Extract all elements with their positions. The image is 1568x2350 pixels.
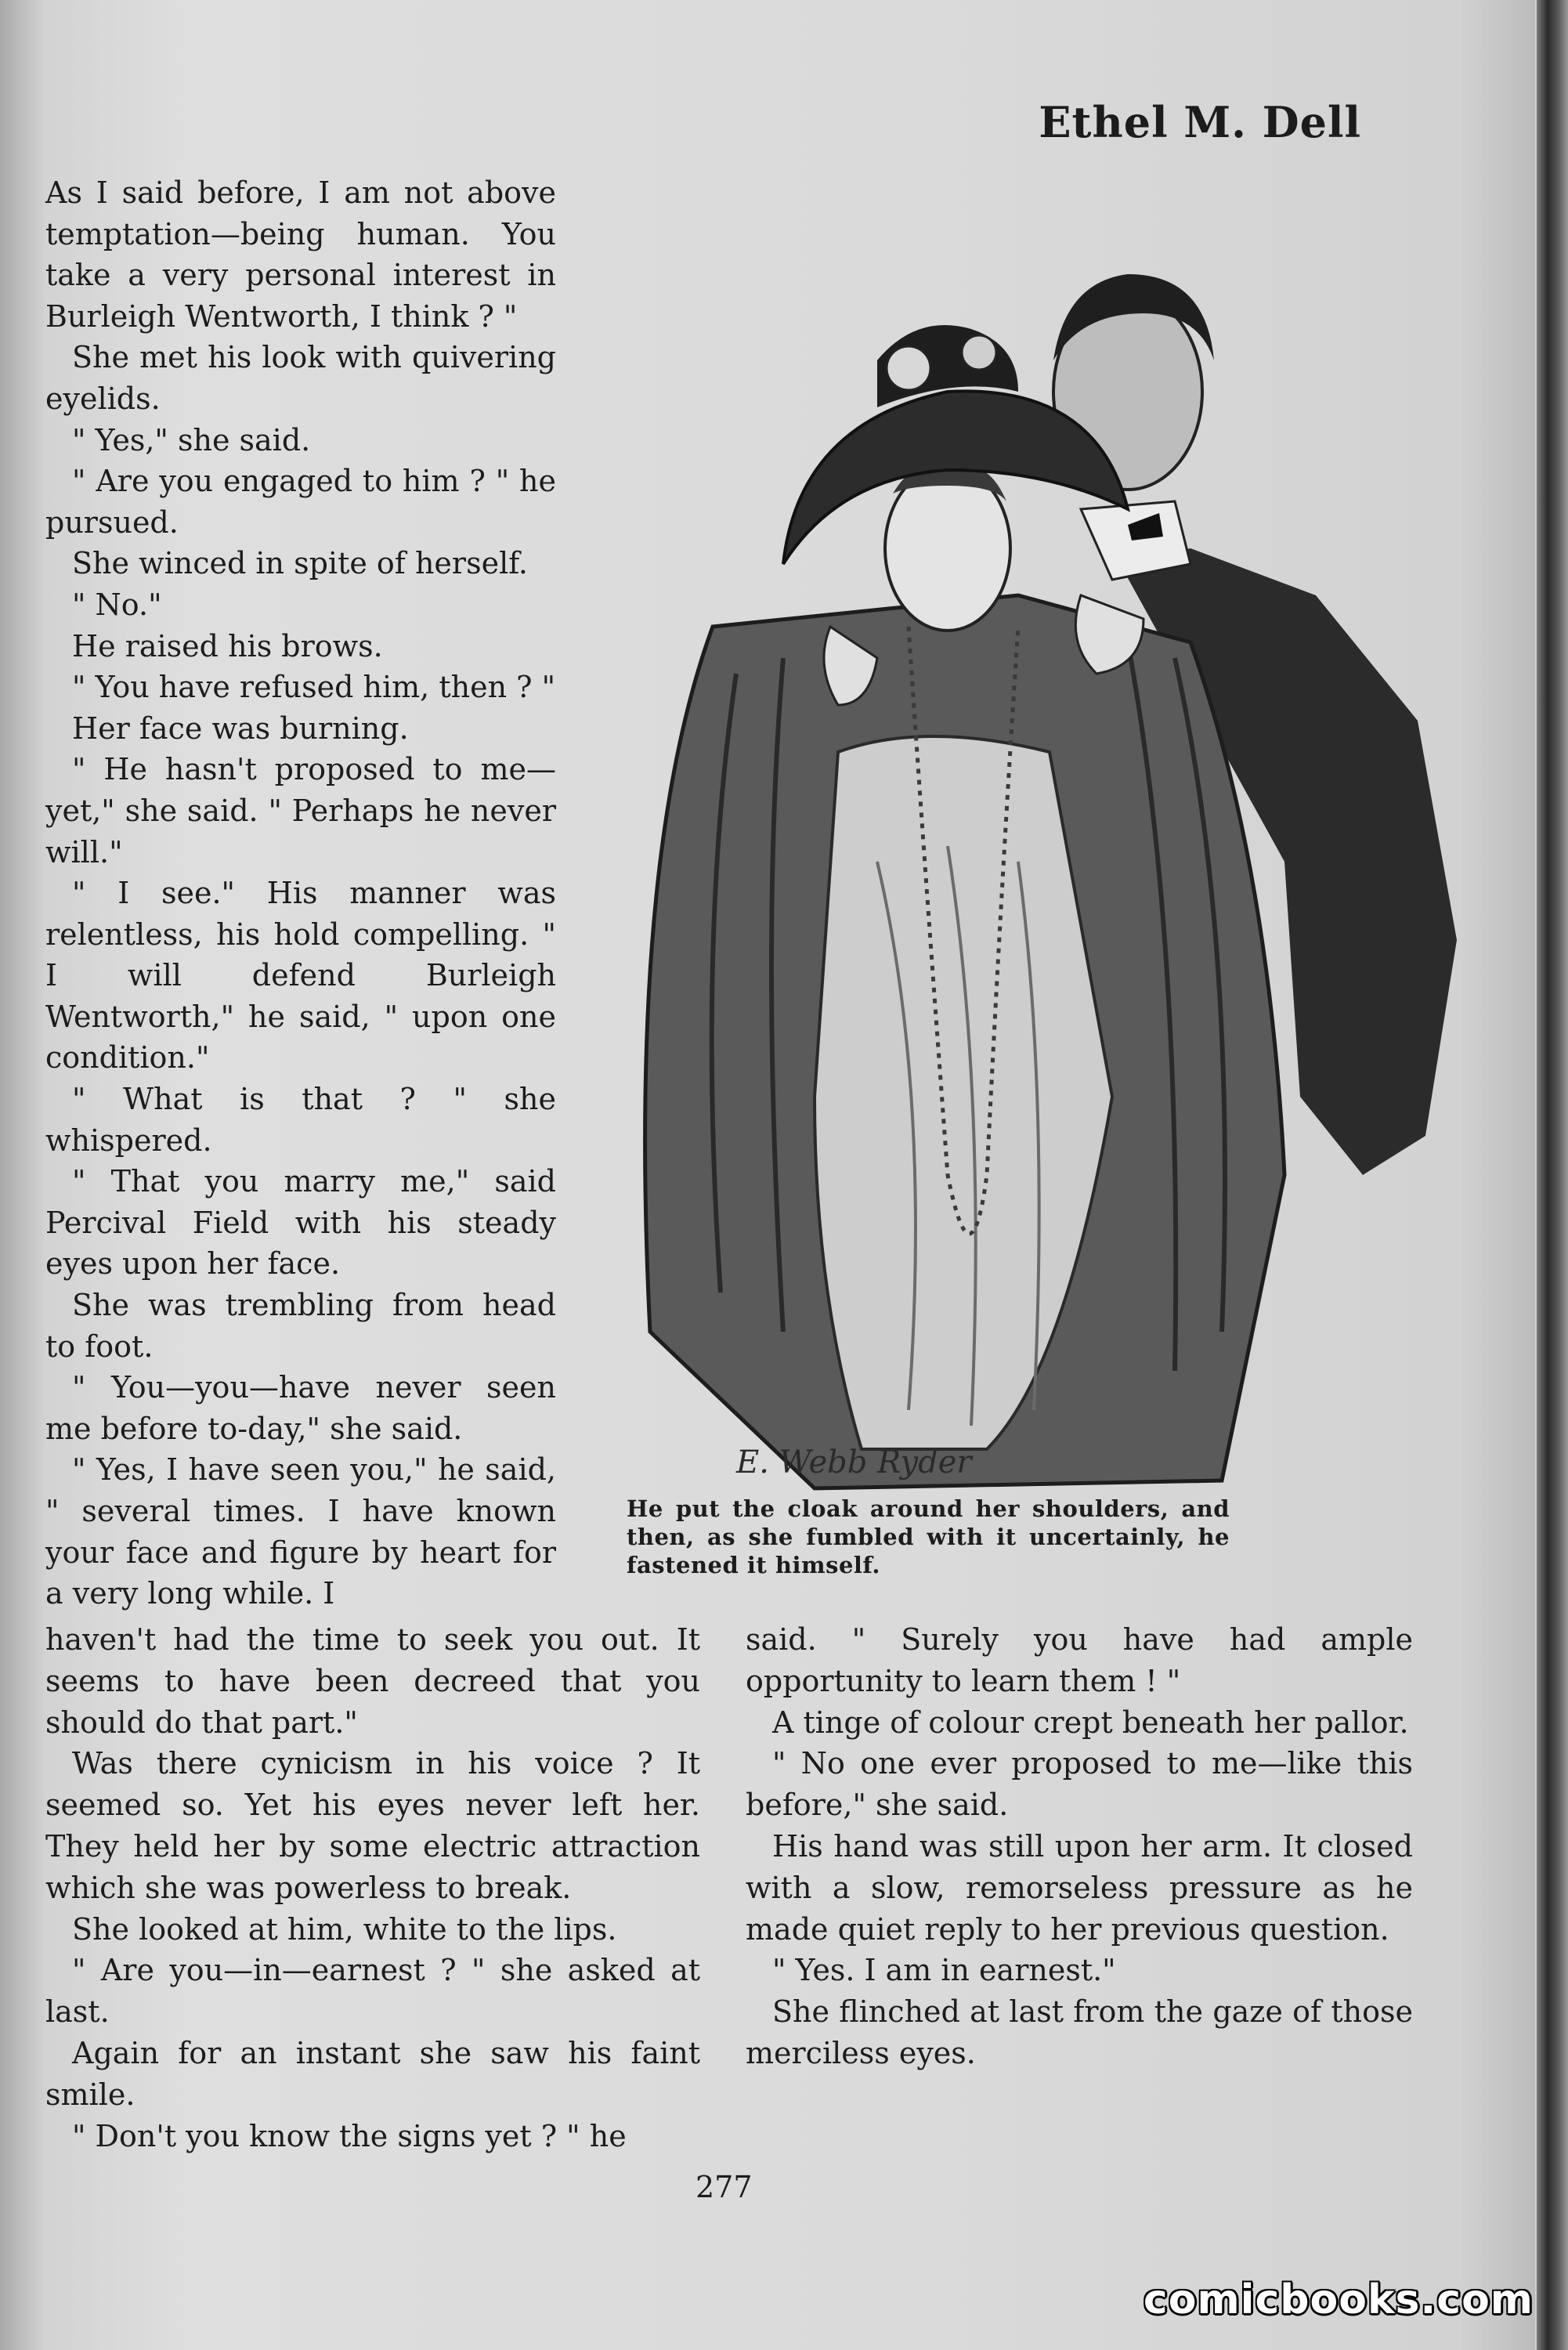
paragraph: Was there cynicism in his voice ? It seemed so. Yet his eyes never left her. They held her by some electric attraction which she was powerless to break.	[45, 1746, 700, 1905]
left-column-top	[45, 172, 556, 1614]
paragraph: " Yes," she said.	[72, 422, 311, 457]
paragraph: " What is that ? " she whispered.	[45, 1082, 556, 1158]
paragraph: " Yes, I have seen you," he said, " several times. I have known your face and figure by heart for a very long while. I	[45, 1452, 556, 1611]
paragraph: She met his look with quivering eyelids.	[45, 340, 556, 416]
left-column-bottom	[45, 1619, 700, 2157]
paragraph: " Are you—in—earnest ? " she asked at last.	[45, 1953, 700, 2030]
paragraph: " Yes. I am in earnest."	[772, 1953, 1116, 1988]
paragraph: said. " Surely you have had ample opportunity to learn them ! "	[746, 1622, 1413, 1698]
hat-flower-shape	[962, 335, 996, 370]
artist-signature: E. Webb Ryder	[736, 1444, 972, 1480]
paragraph: She flinched at last from the gaze of those merciless eyes.	[746, 1994, 1413, 2070]
paragraph: " That you marry me," said Percival Field with his steady eyes upon her face.	[45, 1164, 556, 1282]
paragraph: " Are you engaged to him ? " he pursued.	[45, 464, 556, 540]
paragraph: She looked at him, white to the lips.	[72, 1911, 617, 1947]
shirt-collar-shape	[1081, 501, 1190, 580]
paragraph: His hand was still upon her arm. It closed with a slow, remorseless pressure as he made quiet reply to her previous question.	[746, 1828, 1413, 1947]
paragraph: A tinge of colour crept beneath her pallor.	[772, 1705, 1409, 1740]
right-column	[746, 1619, 1413, 2074]
illustration-couple-cloak	[580, 157, 1457, 1504]
paragraph: She was trembling from head to foot.	[45, 1288, 556, 1364]
paragraph: " No."	[72, 587, 162, 622]
paragraph: " I see." His manner was relentless, his hold compelling. " I will defend Burleigh Wentworth," he said, " upon one condition."	[45, 876, 556, 1076]
watermark: comicbooks.com	[1143, 2276, 1534, 2323]
hat-flower-shape	[887, 346, 930, 390]
paragraph: " He hasn't proposed to me—yet," she said. " Perhaps he never will."	[45, 752, 556, 870]
paragraph: He raised his brows.	[72, 628, 383, 663]
paragraph: " You have refused him, then ? "	[72, 670, 556, 705]
author-header: Ethel M. Dell	[1039, 97, 1361, 147]
book-spine-edge	[1537, 0, 1568, 2350]
paragraph: " No one ever proposed to me—like this before," she said.	[746, 1746, 1413, 1823]
paragraph: Her face was burning.	[72, 710, 409, 746]
paragraph: " Don't you know the signs yet ? " he	[72, 2118, 627, 2153]
paragraph: Again for an instant she saw his faint smile.	[45, 2035, 700, 2112]
paragraph: haven't had the time to seek you out. It seems to have been decreed that you should do that part."	[45, 1622, 700, 1740]
paragraph: As I said before, I am not above temptation—being human. You take a very personal interest in Burleigh Wentworth, I think ? "	[45, 175, 556, 334]
illustration-caption: He put the cloak around her shoulders, and then, as she fumbled with it uncertainly, he fastened it himself.	[627, 1495, 1230, 1578]
paragraph: She winced in spite of herself.	[72, 546, 529, 581]
page-number: 277	[695, 2170, 753, 2204]
paragraph: " You—you—have never seen me before to-day," she said.	[45, 1370, 556, 1446]
